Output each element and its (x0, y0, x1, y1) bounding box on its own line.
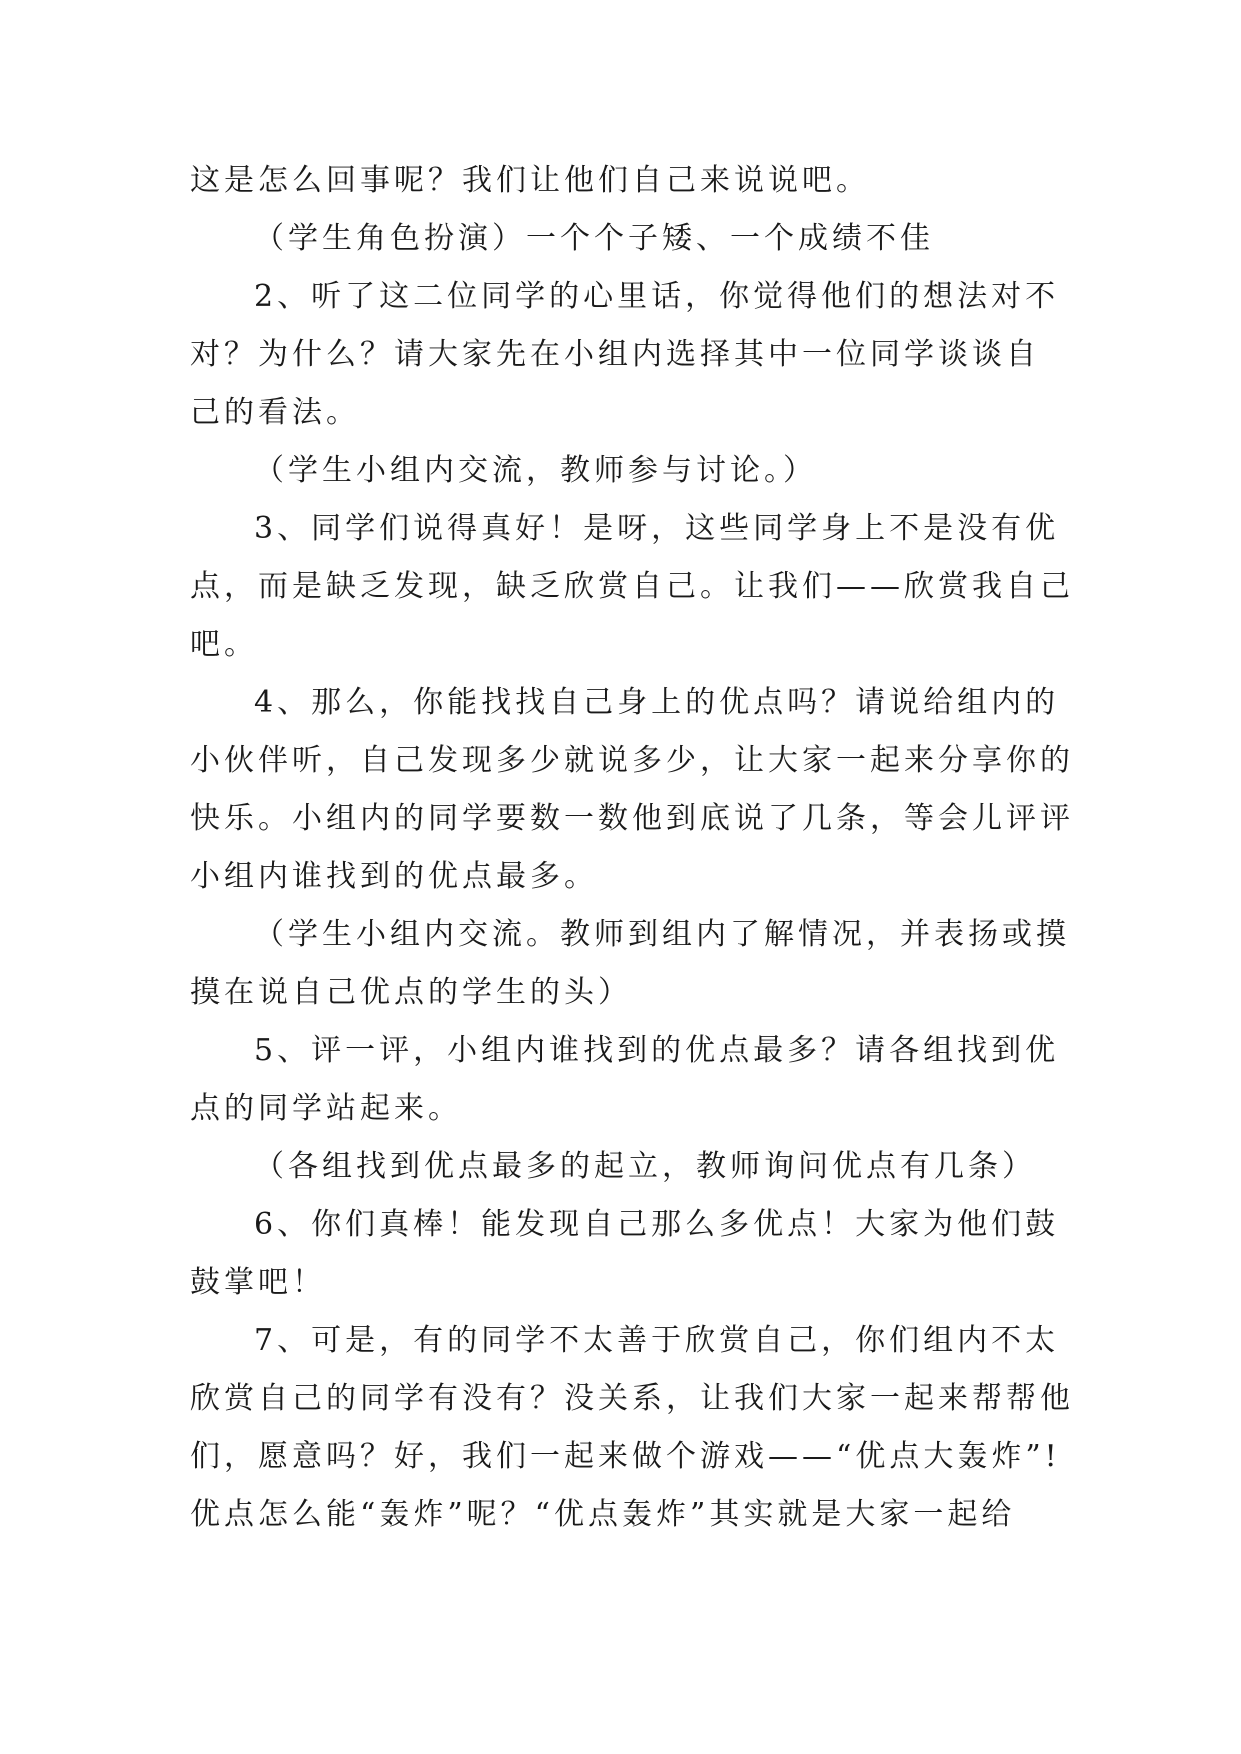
text-line: 鼓掌吧！ (190, 1265, 326, 1300)
text-line: （各组找到优点最多的起立，教师询问优点有几条） (254, 1149, 1036, 1184)
text-line: 快乐。小组内的同学要数一数他到底说了几条，等会儿评评 (190, 801, 1074, 836)
text-line: （学生小组内交流。教师到组内了解情况，并表扬或摸 (254, 917, 1070, 952)
text-line: 3、同学们说得真好！是呀，这些同学身上不是没有优 (254, 511, 1060, 546)
text-line: 7、可是，有的同学不太善于欣赏自己，你们组内不太 (254, 1323, 1060, 1358)
text-line: 摸在说自己优点的学生的头） (190, 975, 632, 1010)
text-line: 欣赏自己的同学有没有？没关系，让我们大家一起来帮帮他 (190, 1381, 1074, 1416)
text-line: 点的同学站起来。 (190, 1091, 462, 1126)
text-line: 己的看法。 (190, 395, 360, 430)
text-line: 4、那么，你能找找自己身上的优点吗？请说给组内的 (254, 685, 1060, 720)
text-line: （学生小组内交流，教师参与讨论。） (254, 453, 817, 488)
text-line: 小组内谁找到的优点最多。 (190, 859, 598, 894)
text-line: 优点怎么能“轰炸”呢？“优点轰炸”其实就是大家一起给 (190, 1497, 1016, 1532)
text-line: 6、你们真棒！能发现自己那么多优点！大家为他们鼓 (254, 1207, 1060, 1242)
text-line: 对？为什么？请大家先在小组内选择其中一位同学谈谈自 (190, 337, 1040, 372)
text-line: 这是怎么回事呢？我们让他们自己来说说吧。 (190, 163, 870, 198)
document-body (190, 152, 1074, 1544)
text-line: （学生角色扮演）一个个子矮、一个成绩不佳 (254, 221, 934, 256)
text-line: 们，愿意吗？好，我们一起来做个游戏——“优点大轰炸”! (190, 1439, 1061, 1474)
text-line: 吧。 (190, 627, 258, 662)
text-line: 小伙伴听，自己发现多少就说多少，让大家一起来分享你的 (190, 743, 1074, 778)
text-line: 点，而是缺乏发现，缺乏欣赏自己。让我们——欣赏我自己 (190, 569, 1074, 604)
text-line: 2、听了这二位同学的心里话，你觉得他们的想法对不 (254, 279, 1060, 314)
text-line: 5、评一评，小组内谁找到的优点最多？请各组找到优 (254, 1033, 1060, 1068)
